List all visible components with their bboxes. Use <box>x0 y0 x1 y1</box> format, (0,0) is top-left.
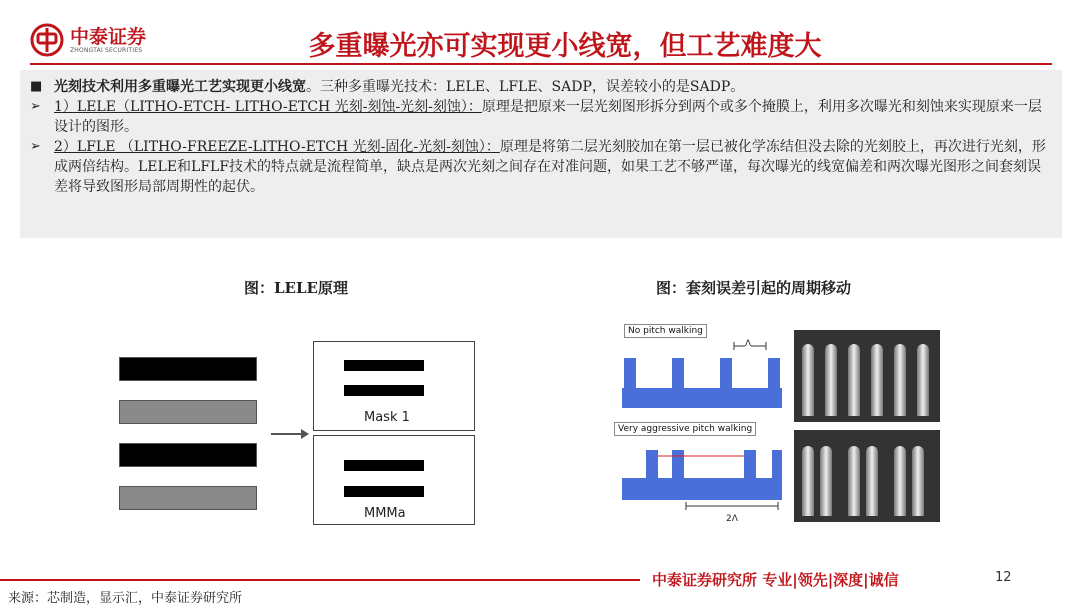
pattern-bar-black-2 <box>119 443 257 467</box>
bullet-lele-text: 原理是把原来一层光刻图形拆分到两个或多个掩膜上，利用多次曝光和刻蚀来实现原来一层设计的图形。 <box>54 99 1042 135</box>
square-bullet-icon: ■ <box>30 79 43 94</box>
arrow-shaft <box>271 433 305 435</box>
mask-1-bar-1 <box>344 360 424 371</box>
arrow-bullet-icon: ➢ <box>30 139 41 154</box>
top-fin <box>624 358 636 388</box>
no-pitch-walking-label: No pitch walking <box>624 324 707 338</box>
footer-divider <box>0 579 640 581</box>
zhongtai-logo-icon <box>30 23 64 57</box>
mask-1-box <box>313 341 475 431</box>
logo-english-name: ZHONGTAI SECURITIES <box>70 46 143 54</box>
bottom-base <box>622 478 782 500</box>
bullet-lfle-heading: 2）LFLE （LITHO-FREEZE-LITHO-ETCH 光刻-固化-光刻-刻蚀）： <box>54 139 500 155</box>
page-number: 12 <box>995 570 1012 585</box>
mask-2-bar-1 <box>344 460 424 471</box>
bullet-lele <box>30 97 1050 137</box>
lambda-minus-label: Λ-P <box>757 464 773 473</box>
bottom-fin <box>646 450 658 478</box>
pattern-bar-gray-1 <box>119 400 257 424</box>
mask-2-label: MMMa <box>364 506 406 521</box>
top-fin <box>672 358 684 388</box>
lele-diagram <box>95 325 480 525</box>
source-note: 来源：芯制造，显示汇，中泰证券研究所 <box>8 591 243 606</box>
bottom-fin <box>772 450 782 478</box>
pattern-bar-gray-2 <box>119 486 257 510</box>
pattern-bar-black-1 <box>119 357 257 381</box>
mask-1-bar-2 <box>344 385 424 396</box>
bullet-lfle-text: 原理是将第二层光刻胶加在第一层已被化学冻结但没去除的光刻胶上，再次进行光刻，形成两倍结构。LELE和LFLF技术的特点就是流程简单，缺点是两次光刻之间存在对准问题，如果工艺不够严谨，每次曝光的线宽偏差和两次曝光图形之间套刻误差将导致图形局部周期性的起伏。 <box>54 139 1046 195</box>
left-figure-caption: 图：LELE原理 <box>244 279 348 297</box>
right-figure-caption: 图：套刻误差引起的周期移动 <box>656 279 852 297</box>
page-title: 多重曝光亦可实现更小线宽，但工艺难度大 <box>308 31 822 62</box>
sem-image-top <box>794 330 940 422</box>
summary-box <box>20 70 1062 238</box>
pitch-walking-figure <box>614 318 940 530</box>
lambda-label: Λ <box>745 339 752 349</box>
bottom-fin <box>672 450 684 478</box>
mask-1-label: Mask 1 <box>364 410 410 425</box>
bullet-intro <box>30 77 1050 97</box>
two-lambda-label: 2Λ <box>726 514 738 524</box>
company-logo <box>30 22 170 58</box>
mask-2-box <box>313 435 475 525</box>
bullet-intro-bold: 光刻技术利用多重曝光工艺实现更小线宽 <box>54 79 306 95</box>
top-fin <box>720 358 732 388</box>
arrow-bullet-icon: ➢ <box>30 99 41 114</box>
bottom-fin <box>744 450 756 478</box>
bullet-intro-text: 。三种多重曝光技术：LELE、LFLE、SADP，误差较小的是SADP。 <box>306 79 745 95</box>
top-fin <box>768 358 780 388</box>
footer-slogan: 中泰证券研究所 专业|领先|深度|诚信 <box>652 571 899 589</box>
bullet-lele-heading: 1）LELE（LITHO-ETCH- LITHO-ETCH 光刻-刻蚀-光刻-刻蚀）： <box>54 99 482 115</box>
title-divider <box>30 63 1052 65</box>
logo-chinese-name: 中泰证券 <box>70 25 147 48</box>
aggressive-pitch-walking-label: Very aggressive pitch walking <box>614 422 756 436</box>
arrow-right-icon <box>301 429 309 439</box>
mask-2-bar-2 <box>344 486 424 497</box>
sem-image-bottom <box>794 430 940 522</box>
top-base <box>622 388 782 408</box>
lambda-plus-label: Λ+P <box>696 464 715 473</box>
bullet-lfle <box>30 137 1050 197</box>
